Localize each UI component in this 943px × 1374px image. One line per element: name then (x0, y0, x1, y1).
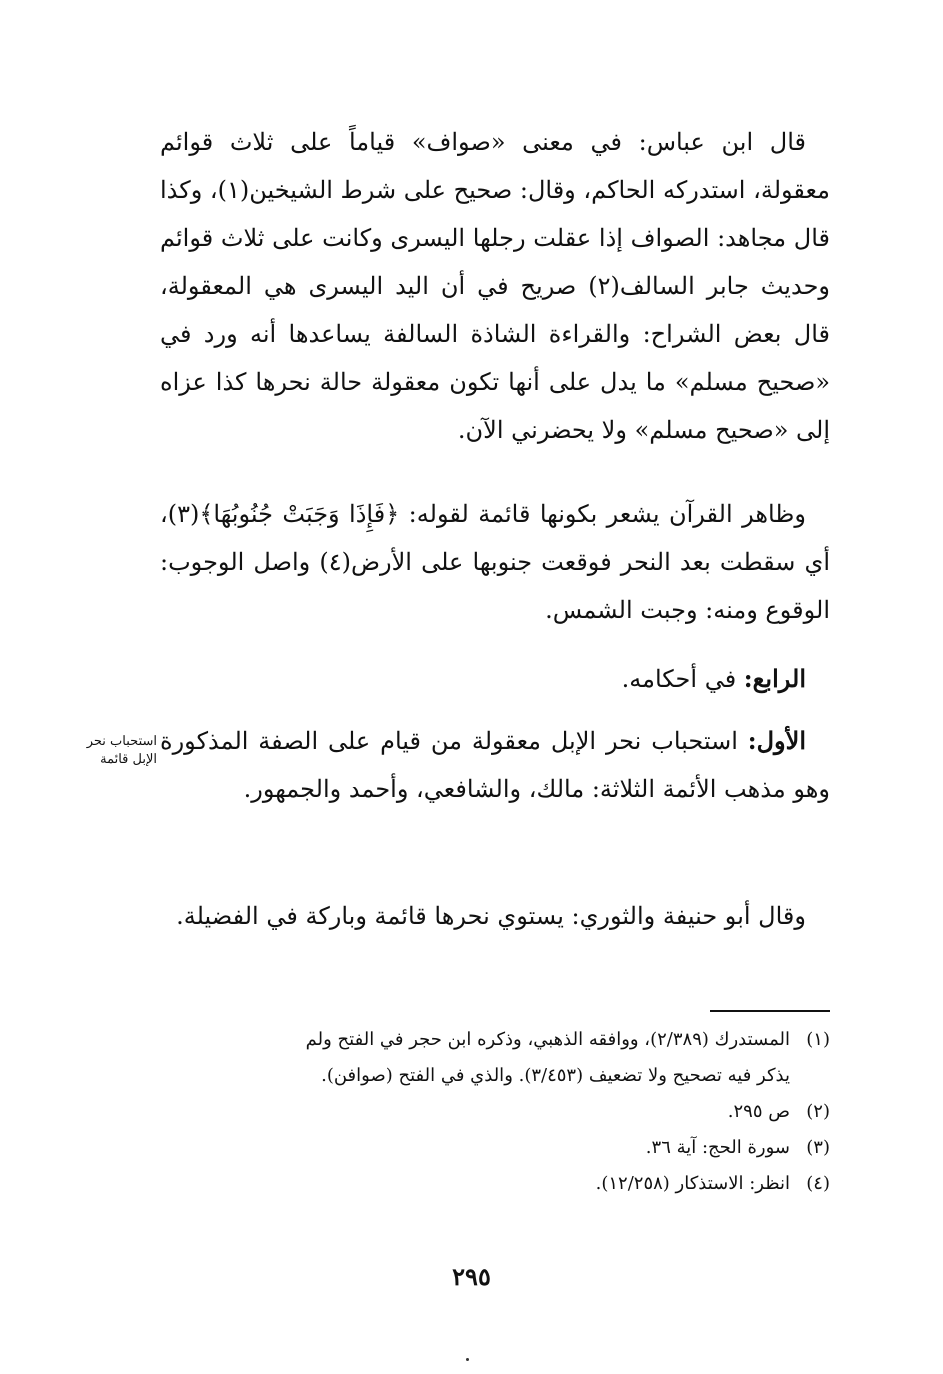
footnote-2 (160, 1094, 830, 1130)
paragraph-text: وظاهر القرآن يشعر بكونها قائمة لقوله: ﴿فَإِذَا وَجَبَتْ جُنُوبُهَا﴾(٣)، أي سقطت بعد النحر فوقعت جنوبها على الأرض(٤) واصل الوجوب: الوقوع ومنه: وجبت الشمس. (160, 500, 830, 624)
ruling-text: استحباب نحر الإبل معقولة من قيام على الصفة المذكورة وهو مذهب الأئمة الثلاثة: مالك، والشافعي، وأحمد والجمهور. (160, 727, 830, 803)
footnote-4 (160, 1166, 830, 1202)
footnotes (160, 1022, 830, 1202)
footnote-text: سورة الحج: آية ٣٦. (645, 1137, 790, 1158)
paragraph-quran (160, 490, 830, 634)
footnote-text: ص ٢٩٥. (727, 1101, 790, 1122)
heading-label: الرابع: (743, 664, 806, 693)
footnote-text: المستدرك (٢/٣٨٩)، ووافقه الذهبي، وذكره ابن حجر في الفتح ولم (305, 1029, 790, 1050)
heading-text: في أحكامه. (621, 665, 744, 693)
footnote-3 (160, 1130, 830, 1166)
ruling-label: الأول: (747, 726, 806, 755)
footnote-text: انظر: الاستذكار (١٢/٢٥٨). (595, 1173, 790, 1194)
paragraph-ibn-abbas (160, 118, 830, 454)
paragraph-text: وقال أبو حنيفة والثوري: يستوي نحرها قائمة وباركة في الفضيلة. (176, 902, 806, 930)
section-heading (160, 655, 830, 703)
footnote-number: (١) (806, 1029, 830, 1050)
paragraph-first-ruling (160, 717, 830, 813)
footnote-divider (710, 1010, 830, 1012)
footnote-number: (٤) (806, 1173, 830, 1194)
footnote-1 (160, 1022, 830, 1058)
footnote-number: (٣) (806, 1137, 830, 1158)
page-number: ٢٩٥ (452, 1262, 491, 1291)
paragraph-text (160, 717, 830, 813)
scan-speck (466, 1358, 469, 1361)
margin-note: استحباب نحر الإبل قائمة (86, 734, 157, 767)
paragraph-text: قال ابن عباس: في معنى «صواف» قياماً على ثلاث قوائم معقولة، استدركه الحاكم، وقال: صحيح على شرط الشيخين(١)، وكذا قال مجاهد: الصواف إذا عقلت رجلها اليسرى وكانت على ثلاث قوائم وحديث جابر السالف(٢) صريح في أن اليد اليسرى هي المعقولة، قال بعض الشراح: والقراءة الشاذة السالفة يساعدها أنه ورد في «صحيح مسلم» ما يدل على أنها تكون معقولة حالة نحرها كذا عزاه إلى «صحيح مسلم» ولا يحضرني الآن. (160, 128, 830, 444)
footnote-number: (٢) (806, 1101, 830, 1122)
footnote-1-continuation: يذكر فيه تصحيح ولا تضعيف (٣/٤٥٣). والذي في الفتح (صوافن). (321, 1065, 790, 1086)
section-heading-fourth (160, 655, 830, 703)
paragraph-abu-hanifa (160, 892, 830, 940)
